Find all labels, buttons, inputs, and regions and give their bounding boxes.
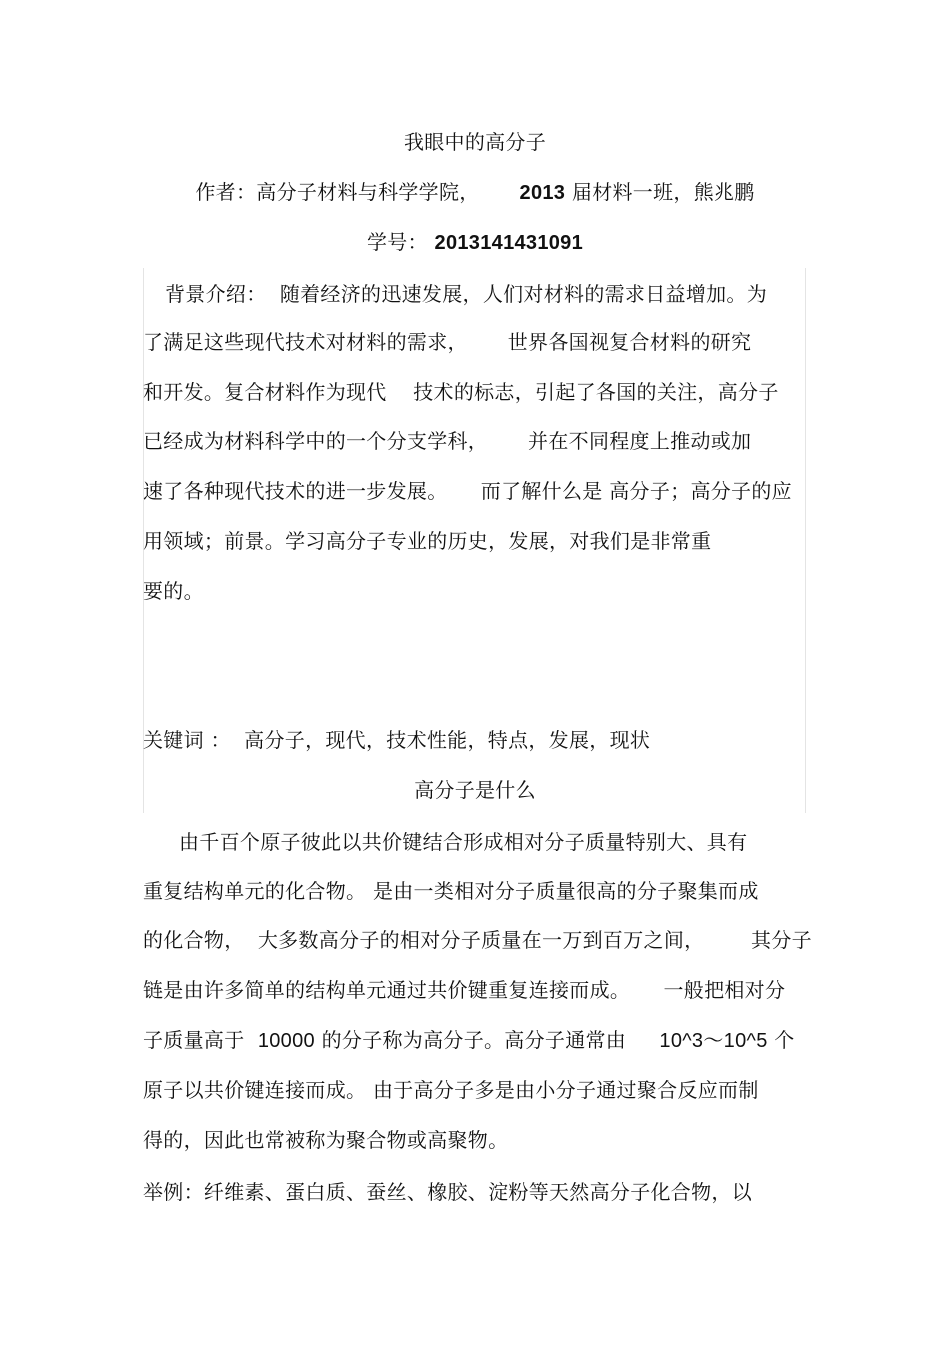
paragraph-line: 得的，因此也常被称为聚合物或高聚物。 bbox=[143, 1128, 509, 1152]
text-segment: 子质量高于 bbox=[143, 1028, 258, 1052]
student-id-label: 学号： bbox=[366, 230, 428, 254]
student-id-line bbox=[0, 227, 950, 257]
example-line: 举例：纤维素、蛋白质、蚕丝、橡胶、淀粉等天然高分子化合物，以 bbox=[143, 1180, 752, 1204]
author-year: 2013 bbox=[519, 182, 566, 204]
paragraph-line bbox=[143, 1025, 795, 1055]
background-line: 速了各种现代技术的进一步发展。 而了解什么是 高分子；高分子的应 bbox=[143, 479, 792, 503]
background-line: 要的。 bbox=[143, 579, 204, 603]
student-id-value: 2013141431091 bbox=[434, 232, 584, 254]
paragraph-line: 由千百个原子彼此以共价键结合形成相对分子质量特别大、具有 bbox=[179, 830, 748, 854]
keywords: 关键词 ： 高分子，现代，技术性能，特点，发展，现状 bbox=[143, 728, 651, 752]
background-line: 背景介绍： 随着经济的迅速发展，人们对材料的需求日益增加。为 bbox=[165, 282, 768, 306]
background-line: 和开发。复合材料作为现代 技术的标志，引起了各国的关注，高分子 bbox=[143, 380, 779, 404]
number-10000: 10000 bbox=[257, 1030, 315, 1052]
author-suffix: 届材料一班，熊兆鹏 bbox=[571, 180, 755, 204]
paragraph-line: 的化合物， 大多数高分子的相对分子质量在一万到百万之间， 其分子 bbox=[143, 928, 812, 952]
text-segment: 的分子称为高分子。高分子通常由 bbox=[314, 1028, 660, 1052]
paragraph-line: 链是由许多简单的结构单元通过共价键重复连接而成。 一般把相对分 bbox=[143, 978, 786, 1002]
paragraph-line: 重复结构单元的化合物。 是由一类相对分子质量很高的分子聚集而成 bbox=[143, 879, 759, 903]
number-range: 10^3～10^5 bbox=[659, 1030, 768, 1052]
section-heading: 高分子是什么 bbox=[414, 778, 536, 802]
background-line: 了满足这些现代技术对材料的需求， 世界各国视复合材料的研究 bbox=[143, 330, 752, 354]
background-line: 用领域；前景。学习高分子专业的历史，发展，对我们是非常重 bbox=[143, 529, 712, 553]
background-line: 已经成为材料科学中的一个分支学科， 并在不同程度上推动或加 bbox=[143, 429, 752, 453]
author-prefix: 作者：高分子材料与科学学院， bbox=[195, 180, 480, 204]
document-title: 我眼中的高分子 bbox=[403, 130, 547, 154]
author-line bbox=[0, 177, 950, 207]
paragraph-line: 原子以共价键连接而成。 由于高分子多是由小分子通过聚合反应而制 bbox=[143, 1078, 759, 1102]
text-segment: 个 bbox=[767, 1028, 795, 1052]
